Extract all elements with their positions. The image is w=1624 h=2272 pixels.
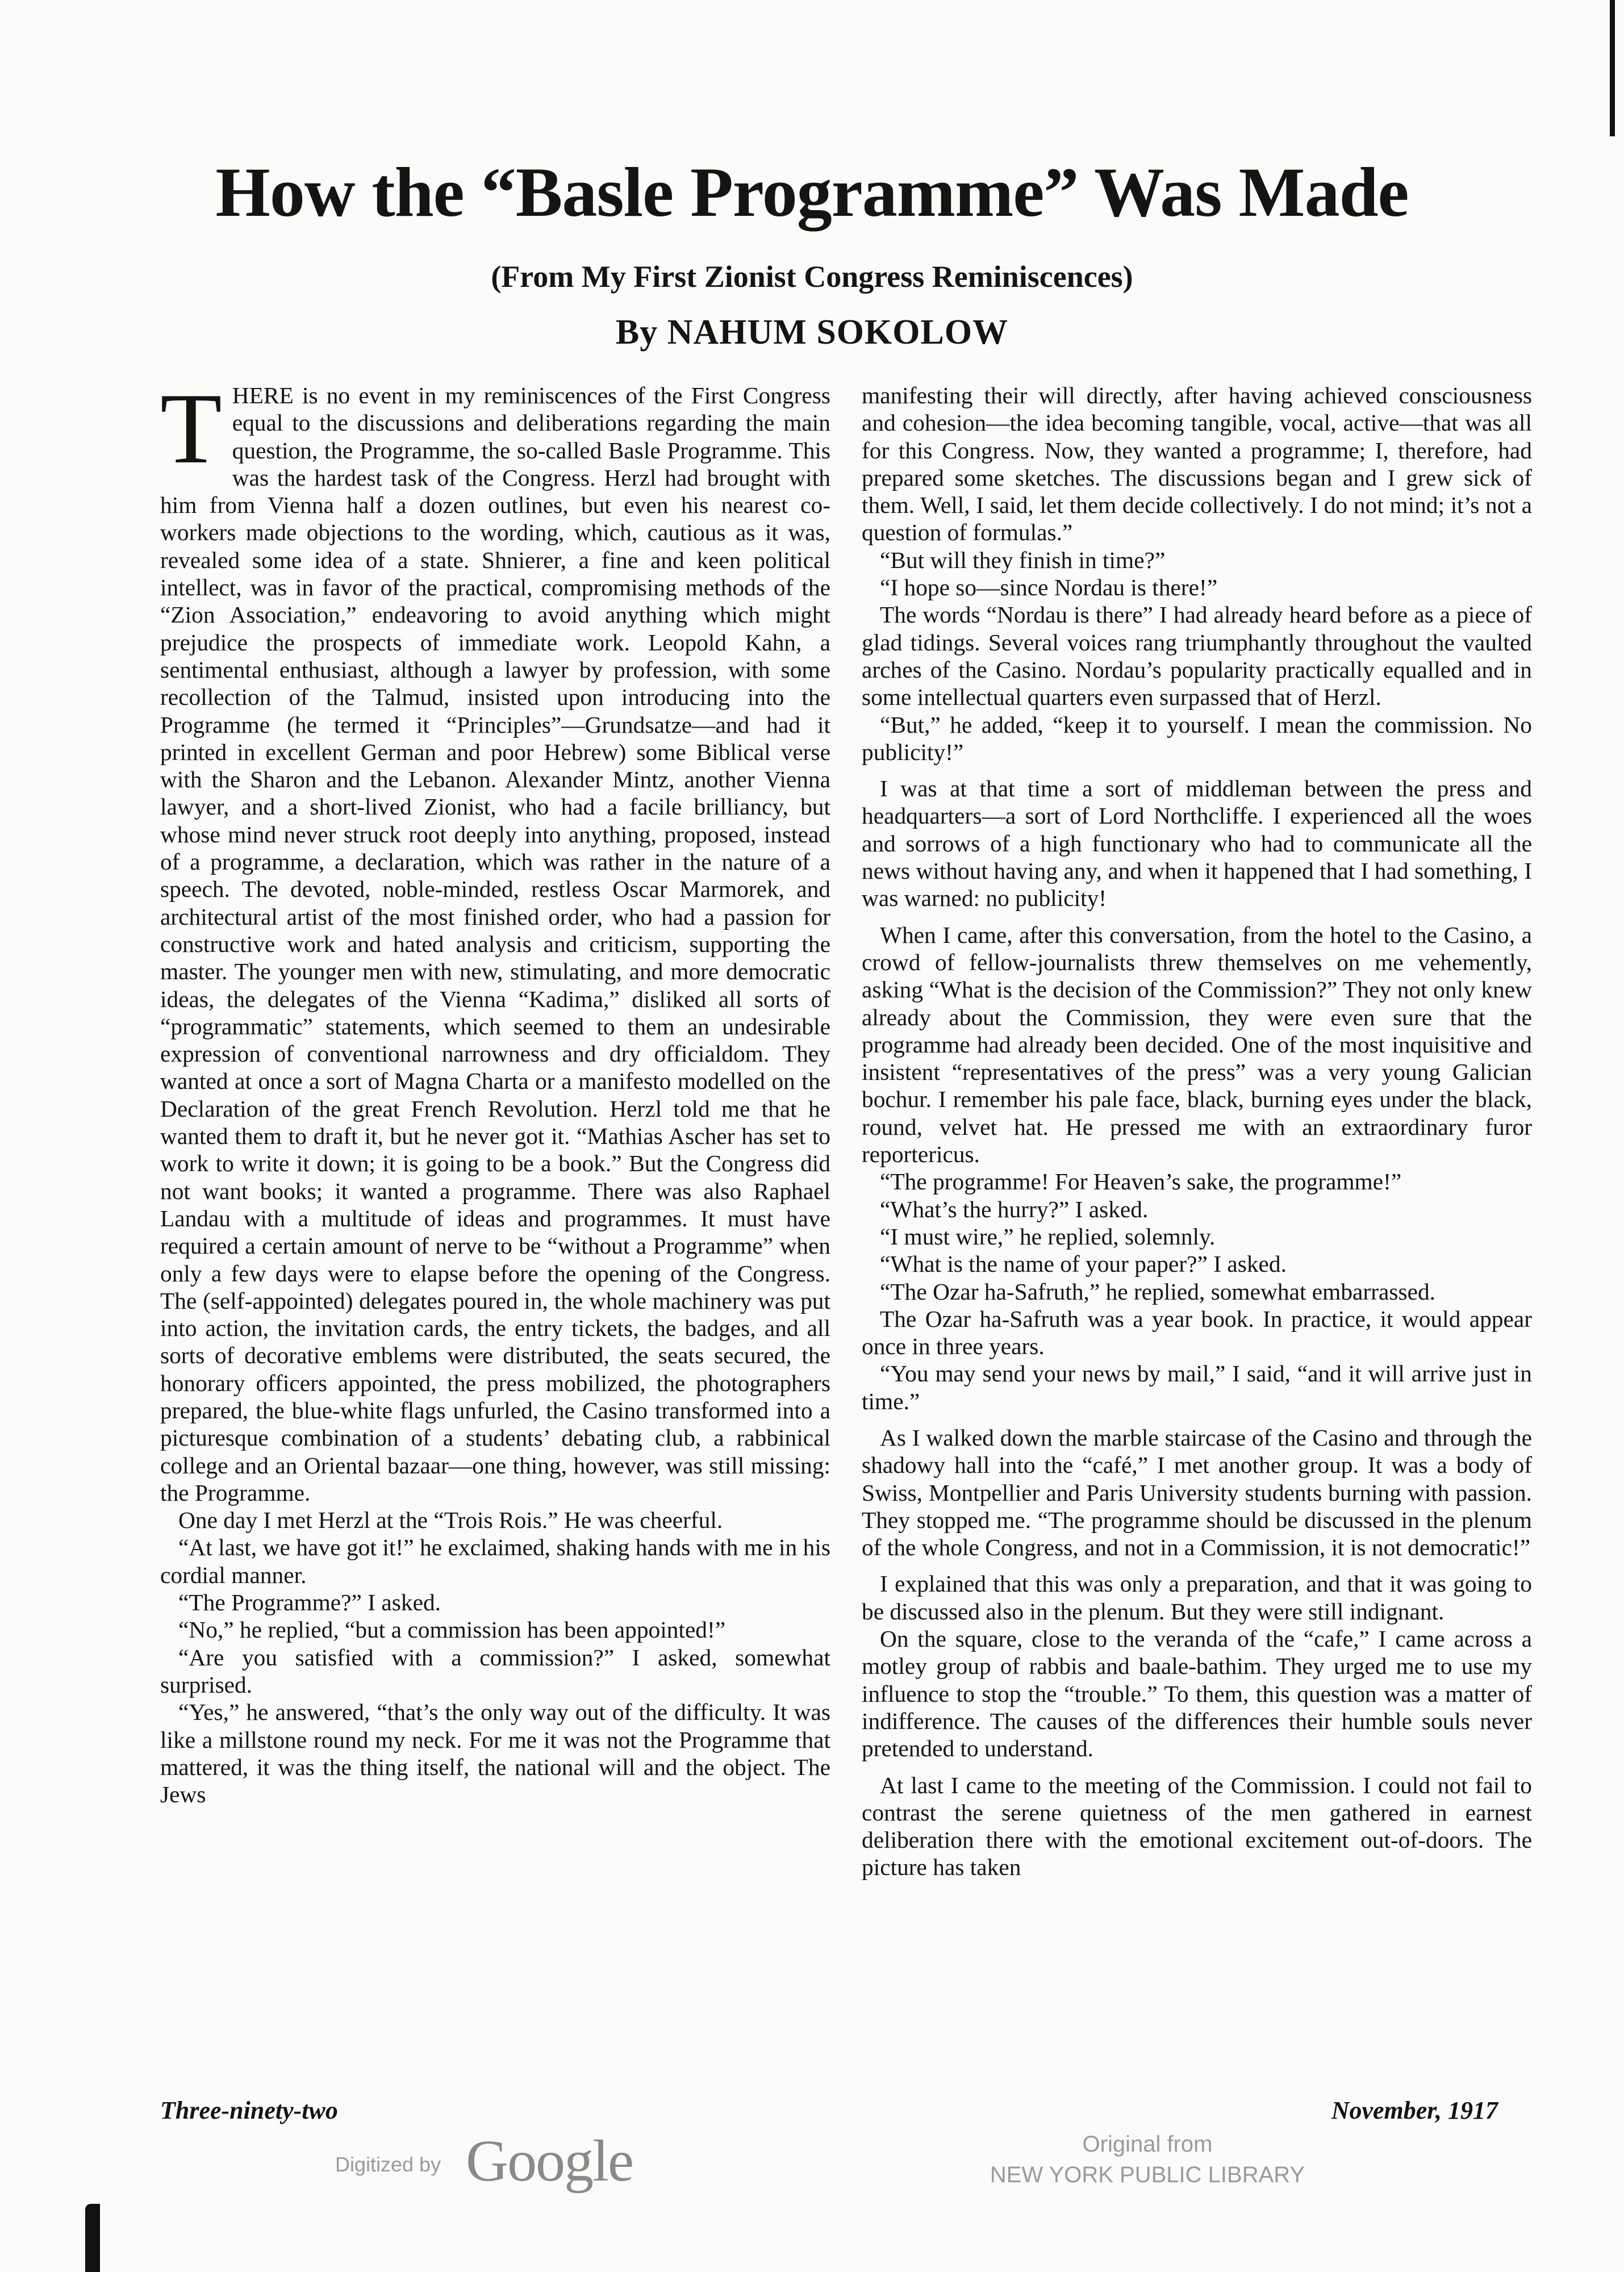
paragraph: “At last, we have got it!” he exclaimed, shaking hands with me in his cordial manner. (160, 1534, 830, 1588)
paragraph: When I came, after this conversation, from the hotel to the Casino, a crowd of fellow-journalists threw themselves on me vehemently, asking “What is the decision of the Commission?” They not only knew already about the Commission, they were even sure that the programme had already been decided. One of the most inquisitive and insistent “representatives of the press” was a very young Galician bochur. I remember his pale face, black, burning eyes under the black, round, velvet hat. He pressed me with an extraordinary furor reportericus. (862, 921, 1532, 1168)
paragraph: “The Programme?” I asked. (178, 1589, 441, 1616)
paragraph: “What is the name of your paper?” I asked. (880, 1251, 1287, 1277)
paragraph: “No,” he replied, “but a commission has been appointed!” (178, 1617, 726, 1643)
google-logo: Google (466, 2128, 633, 2194)
left-column (160, 382, 830, 2091)
article-title: How the “Basle Programme” Was Made (215, 153, 1409, 231)
paragraph: “What’s the hurry?” I asked. (880, 1196, 1149, 1222)
paragraph: manifesting their will directly, after having achieved consciousness and cohesion—the idea becoming tangible, vocal, active—that was all for this Congress. Now, they wanted a programme; I, therefore, had prepared some sketches. The discussions began and I grew sick of them. Well, I said, let them decide collectively. I do not mind; it’s not a question of formulas.” (862, 382, 1532, 546)
library-credit (932, 2129, 1363, 2190)
article-subtitle: (From My First Zionist Congress Reminiscences) (491, 260, 1133, 294)
paragraph: At last I came to the meeting of the Commission. I could not fail to contrast the serene quietness of the men gathered in earnest deliberation there with the emotional excitement out-of-doors. The picture has taken (862, 1772, 1532, 1881)
paragraph: “Are you satisfied with a commission?” I asked, somewhat surprised. (160, 1644, 830, 1698)
scan-edge-mark (85, 2204, 100, 2272)
paragraph: “The programme! For Heaven’s sake, the programme!” (880, 1168, 1402, 1195)
paragraph: The words “Nordau is there” I had already heard before as a piece of glad tidings. Several voices rang triumphantly throughout the vaulted arches of the Casino. Nordau’s popularity practically equalled and in some intellectual quarters even surpassed that of Herzl. (862, 602, 1532, 711)
paragraph: As I walked down the marble staircase of the Casino and through the shadowy hall into the “café,” I met another group. It was a body of Swiss, Montpellier and Paris University students burning with passion. They stopped me. “The programme should be discussed in the plenum of the whole Congress, and not in a Commission, it is not democratic!” (862, 1424, 1532, 1561)
paragraph: “I must wire,” he replied, solemnly. (880, 1223, 1216, 1250)
article-byline: By NAHUM SOKOLOW (615, 313, 1009, 352)
paragraph: On the square, close to the veranda of the “cafe,” I came across a motley group of rabbis and baale-bathim. They urged me to use my influence to stop the “trouble.” To them, this question was a matter of indifference. The causes of the differences their humble souls never pretended to understand. (862, 1626, 1532, 1762)
right-column (862, 382, 1532, 2091)
paragraph: The Ozar ha-Safruth was a year book. In practice, it would appear once in three years. (862, 1305, 1532, 1360)
library-name: NEW YORK PUBLIC LIBRARY (990, 2162, 1305, 2187)
paragraph: One day I met Herzl at the “Trois Rois.” He was cheerful. (178, 1507, 723, 1534)
original-from-label: Original from (1082, 2132, 1213, 2157)
digitized-by-label: Digitized by (335, 2153, 441, 2176)
paragraph: “But will they finish in time?” (880, 546, 1166, 573)
paragraph: “The Ozar ha-Safruth,” he replied, somewhat embarrassed. (880, 1278, 1435, 1305)
paragraph: “You may send your news by mail,” I said, “and it will arrive just in time.” (862, 1360, 1532, 1414)
drop-cap: T (160, 382, 222, 485)
paragraph (160, 382, 830, 1506)
paragraph: “I hope so—since Nordau is there!” (880, 574, 1218, 601)
paragraph-text: HERE is no event in my reminiscences of the First Congress equal to the discussions and deliberations regarding the main question, the Programme, the so-called Basle Programme. This was the hardest task of the Congress. Herzl had brought with him from Vienna half a dozen outlines, but even his nearest co-workers made objections to the wording, which, cautious as it was, revealed some idea of a state. Shnierer, a fine and keen political intellect, was in favor of the practical, compromising methods of the “Zion Association,” endeavoring to avoid anything which might prejudice the prospects of immediate work. Leopold Kahn, a sentimental enthusiast, although a lawyer by profession, with some recollection of the Talmud, insisted upon introducing into the Programme (he termed it “Principles”—Grundsatze—and had it printed in excellent German and poor Hebrew) some Biblical verse with the Sharon and the Lebanon. Alexander Mintz, another Vienna lawyer, and a short-lived Zionist, who had a facile brilliancy, but whose mind never struck root deeply into anything, proposed, instead of a programme, a declaration, which was rather in the nature of a speech. The devoted, noble-minded, restless Oscar Marmorek, and architectural artist of the most finished order, who had a passion for constructive work and hated analysis and criticism, supporting the master. The younger men with new, stimulating, and more democratic ideas, the delegates of the Vienna “Kadima,” disliked all sorts of “programmatic” statements, which seemed to them an undesirable expression of conventional narrowness and dry officialdom. They wanted at once a sort of Magna Charta or a manifesto modelled on the Declaration of the great French Revolution. Herzl told me that he wanted them to draft it, but he never got it. “Mathias Ascher has set to work to write it down; it is going to be a book.” But the Congress did not want books; it wanted a programme. There was also Raphael Landau with a multitude of ideas and programmes. It must have required a certain amount of nerve to be “without a Programme” when only a few days were to elapse before the opening of the Congress. The (self-appointed) delegates poured in, the whole machinery was put into action, the invitation cards, the entry tickets, the badges, and all sorts of decorative emblems were distributed, the seats secured, the honorary officers appointed, the press mobilized, the photographers prepared, the blue-white flags unfurled, the Casino transformed into a picturesque combination of a students’ debating club, a rabbinical college and an Oriental bazaar—one thing, however, was still missing: the Programme. (160, 382, 830, 1506)
paragraph: I explained that this was only a preparation, and that it was going to be discussed also in the plenum. But they were still indignant. (862, 1571, 1532, 1624)
page-edge-line (1610, 0, 1615, 136)
page-number-label: Three-ninety-two (160, 2096, 338, 2124)
paragraph: “But,” he added, “keep it to yourself. I mean the commission. No publicity!” (862, 711, 1532, 765)
paragraph: I was at that time a sort of middleman between the press and headquarters—a sort of Lord Northcliffe. I experienced all the woes and sorrows of a high functionary who had to communicate all the news without having any, and when it happened that I had something, I was warned: no publicity! (862, 775, 1532, 912)
paragraph: “Yes,” he answered, “that’s the only way out of the difficulty. It was like a millstone round my neck. For me it was not the Programme that mattered, it was the thing itself, the national will and the object. The Jews (160, 1699, 830, 1808)
issue-date: November, 1917 (1331, 2096, 1498, 2124)
